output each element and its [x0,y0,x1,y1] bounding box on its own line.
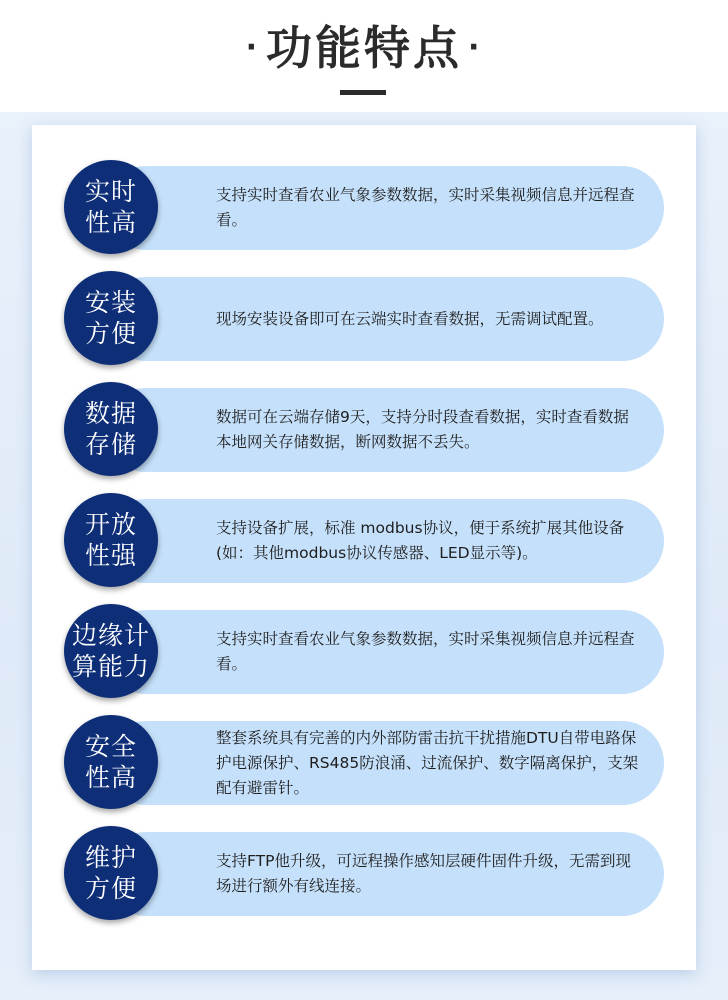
badge-line-1: 边缘计 [71,621,150,650]
feature-pill [104,610,664,694]
feature-pill [104,277,664,361]
feature-description: 支持FTP他升级，可远程操作感知层硬件固件升级，无需到现场进行额外有线连接。 [216,852,631,895]
header [0,0,728,112]
feature-pill [104,832,664,916]
feature-description: 数据可在云端存储9天，支持分时段查看数据，实时查看数据本地网关存储数据，断网数据不丢失。 [216,408,629,451]
feature-item-safety [64,715,664,809]
feature-item-openness [64,493,664,587]
feature-badge [64,826,158,920]
feature-badge [64,493,158,587]
feature-item-realtime [64,160,664,254]
feature-badge [64,382,158,476]
badge-line-1: 安装 [84,288,137,317]
feature-pill [104,388,664,472]
feature-badge [64,715,158,809]
feature-item-install [64,271,664,365]
badge-line-2: 方便 [84,319,137,348]
badge-line-1: 实时 [84,177,137,206]
badge-line-2: 存储 [84,430,137,459]
title-text: 功能特点 [266,21,462,75]
badge-line-1: 数据 [84,399,137,428]
feature-description: 整套系统具有完善的内外部防雷击抗干扰措施DTU自带电路保护电源保护、RS485防浪涌、过流保护、数字隔离保护，支架配有避雷针。 [216,728,639,797]
badge-line-2: 性强 [84,541,137,570]
badge-line-1: 安全 [84,732,137,761]
badge-line-2: 性高 [84,763,137,792]
badge-line-1: 维护 [84,843,137,872]
feature-pill [104,499,664,583]
badge-line-2: 方便 [84,874,137,903]
title-dot-left: · [245,29,260,65]
title-underline [340,90,386,95]
title-dot-right: · [468,29,483,65]
feature-description: 现场安装设备即可在云端实时查看数据，无需调试配置。 [216,309,604,328]
badge-line-2: 性高 [84,208,137,237]
feature-description: 支持设备扩展，标准 modbus协议，便于系统扩展其他设备(如：其他modbus协议传感器、LED显示等)。 [216,519,625,562]
feature-item-storage [64,382,664,476]
feature-badge [64,160,158,254]
feature-pill [104,166,664,250]
feature-item-edge-computing [64,604,664,698]
feature-badge [64,604,158,698]
feature-badge [64,271,158,365]
feature-description: 支持实时查看农业气象参数数据，实时采集视频信息并远程查看。 [216,630,635,673]
badge-line-1: 开放 [84,510,137,539]
page-title [0,18,728,82]
badge-line-2: 算能力 [71,652,150,681]
feature-item-maintenance [64,826,664,920]
feature-description: 支持实时查看农业气象参数数据，实时采集视频信息并远程查看。 [216,186,635,229]
feature-pill [104,721,664,805]
